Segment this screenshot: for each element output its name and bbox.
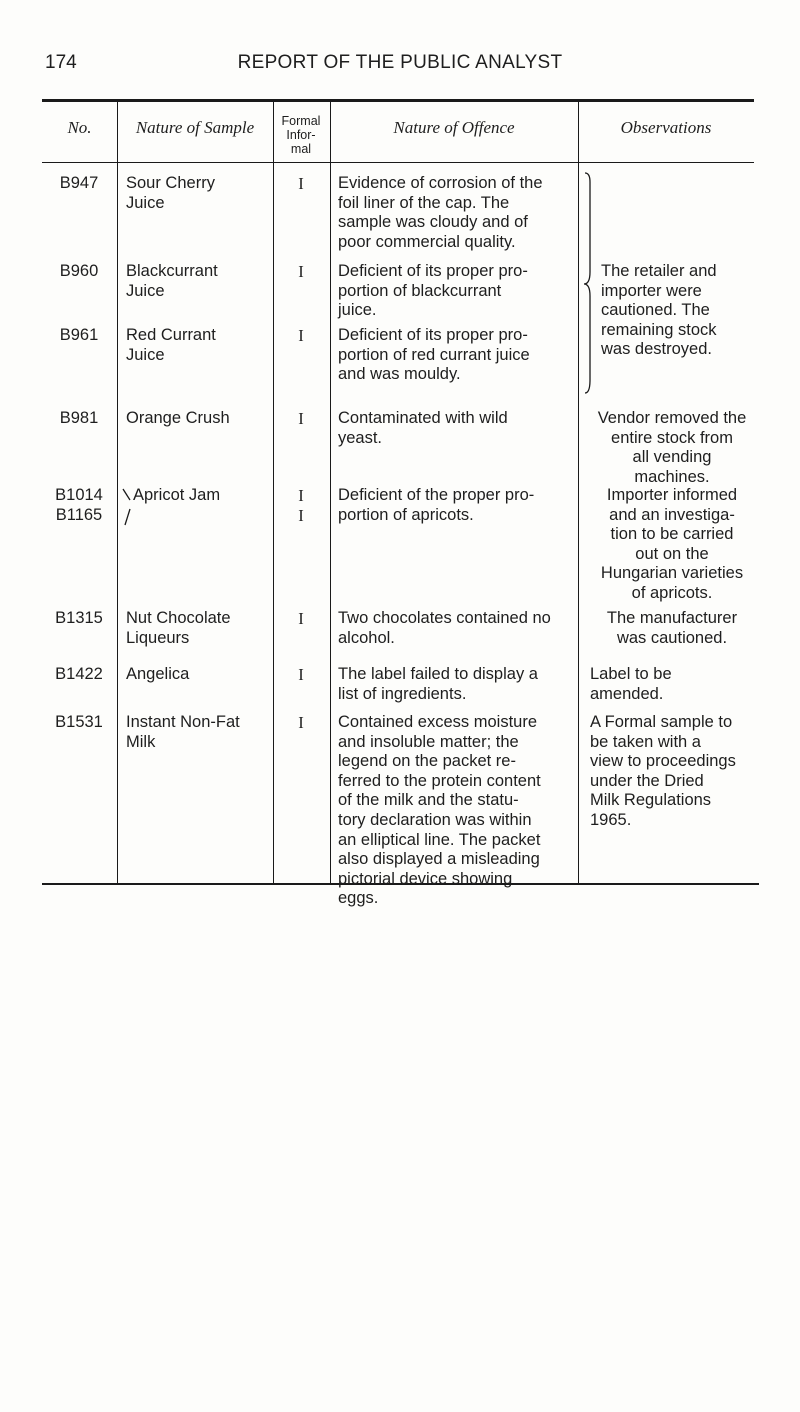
observation: The manufacturer was cautioned.	[606, 609, 738, 647]
page-header: REPORT OF THE PUBLIC ANALYST	[237, 52, 563, 73]
formal-informal: I	[298, 174, 304, 193]
offence-nature: Contaminated with wild yeast.	[338, 409, 508, 447]
grouped-observation: The retailer and importer were cautioned. The remaining stock was destroyed.	[601, 262, 717, 359]
formal-informal: I	[298, 713, 304, 732]
offence-nature: Deficient of its proper pro- portion of blackcurrant juice.	[338, 262, 528, 320]
formal-informal: I	[298, 665, 304, 684]
observation: A Formal sample to be taken with a view to proceedings under the Dried Milk Regulations 1965.	[590, 713, 736, 829]
sample-number: B981	[59, 409, 99, 427]
table-top-rule	[42, 99, 754, 102]
observation: Importer informed and an investiga- tion to be carried out on the Hungarian varieties of apricots.	[600, 486, 744, 602]
column-divider	[330, 101, 331, 883]
sample-nature: Apricot Jam	[133, 486, 221, 504]
column-divider	[578, 101, 579, 883]
column-header-observations: Observations	[620, 118, 712, 137]
sample-nature: Orange Crush	[126, 409, 230, 427]
offence-nature: Deficient of the proper pro- portion of apricots.	[338, 486, 535, 524]
sample-number: B947	[59, 174, 99, 192]
sample-nature: Red Currant Juice	[126, 326, 216, 364]
column-header-sample: Nature of Sample	[135, 118, 255, 137]
formal-informal: I	[298, 609, 304, 628]
offence-nature: Two chocolates contained no alcohol.	[338, 609, 551, 647]
observation: Vendor removed the entire stock from all vending machines.	[597, 409, 747, 486]
sample-number: B1422	[55, 665, 103, 683]
sample-number: B1014 B1165	[55, 486, 103, 524]
formal-informal: I	[298, 326, 304, 345]
offence-nature: Contained excess moisture and insoluble matter; the legend on the packet re- ferred to the protein content of the milk and the statu- tory declaration was within an elliptical line. The packet also displayed a misleading pictorial device showing eggs.	[338, 713, 541, 908]
left-brace-icon	[120, 487, 132, 527]
formal-informal: I	[298, 262, 304, 281]
offence-nature: Deficient of its proper pro- portion of red currant juice and was mouldy.	[338, 326, 530, 384]
sample-nature: Instant Non-Fat Milk	[126, 713, 240, 751]
observation: Label to be amended.	[590, 665, 672, 703]
sample-number: B960	[59, 262, 99, 280]
sample-number: B1531	[55, 713, 103, 731]
sample-nature: Sour Cherry Juice	[126, 174, 215, 212]
formal-informal: I I	[298, 486, 304, 525]
column-header-formal: Formal Infor- mal	[281, 114, 321, 156]
page-number: 174	[45, 52, 77, 73]
formal-informal: I	[298, 409, 304, 428]
offence-nature: The label failed to display a list of ingredients.	[338, 665, 538, 703]
sample-nature: Nut Chocolate Liqueurs	[126, 609, 231, 647]
column-header-no: No.	[67, 118, 92, 137]
right-brace-icon	[584, 172, 598, 394]
sample-nature: Blackcurrant Juice	[126, 262, 218, 300]
column-divider	[117, 101, 118, 883]
sample-number: B961	[59, 326, 99, 344]
table-header-rule	[42, 162, 754, 163]
sample-number: B1315	[55, 609, 103, 627]
offence-nature: Evidence of corrosion of the foil liner of the cap. The sample was cloudy and of poor commercial quality.	[338, 174, 543, 251]
sample-nature: Angelica	[126, 665, 190, 683]
column-header-offence: Nature of Offence	[393, 118, 515, 137]
